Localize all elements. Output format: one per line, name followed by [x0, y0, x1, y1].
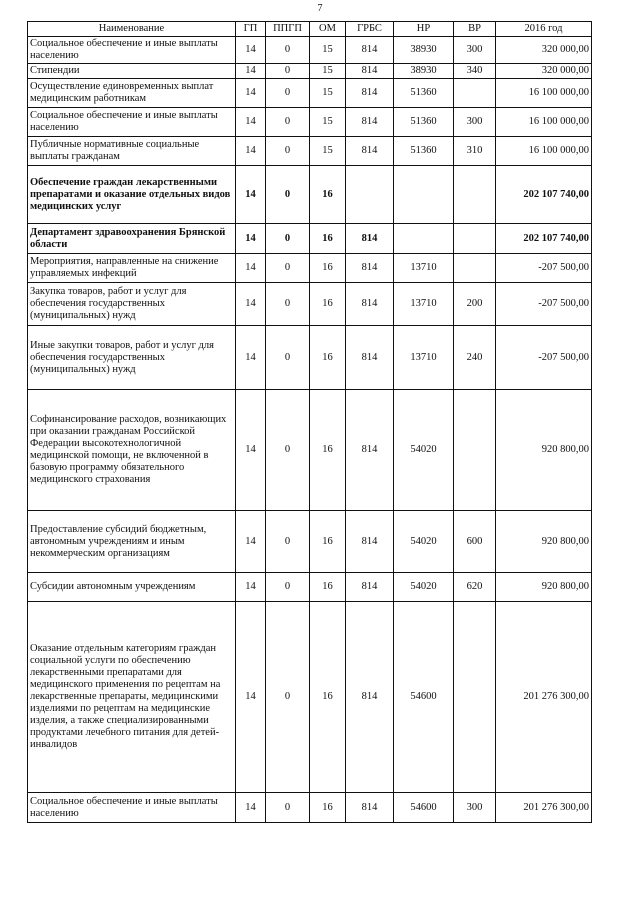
header-vr: ВР — [454, 22, 496, 37]
cell-amount: -207 500,00 — [496, 254, 592, 283]
cell-vr — [454, 166, 496, 224]
cell-amount: -207 500,00 — [496, 283, 592, 326]
cell-amount: 16 100 000,00 — [496, 137, 592, 166]
header-om: ОМ — [310, 22, 346, 37]
cell-ppgp: 0 — [266, 37, 310, 64]
cell-grbs: 814 — [346, 224, 394, 254]
header-grbs: ГРБС — [346, 22, 394, 37]
cell-om: 16 — [310, 166, 346, 224]
cell-om: 15 — [310, 79, 346, 108]
header-name: Наименование — [28, 22, 236, 37]
cell-nr: 13710 — [394, 326, 454, 390]
table-row — [28, 79, 592, 108]
cell-gp: 14 — [236, 79, 266, 108]
cell-vr — [454, 390, 496, 511]
cell-name: Предоставление субсидий бюджетным, автономным учреждениям и иным некоммерческим организациям — [28, 511, 236, 573]
header-nr: НР — [394, 22, 454, 37]
table-row — [28, 137, 592, 166]
cell-om: 16 — [310, 793, 346, 823]
cell-nr: 54020 — [394, 511, 454, 573]
cell-ppgp: 0 — [266, 166, 310, 224]
table-body — [28, 37, 592, 823]
cell-vr: 340 — [454, 64, 496, 79]
cell-gp: 14 — [236, 390, 266, 511]
cell-vr — [454, 79, 496, 108]
cell-name: Закупка товаров, работ и услуг для обеспечения государственных (муниципальных) нужд — [28, 283, 236, 326]
cell-om: 15 — [310, 37, 346, 64]
cell-amount: 201 276 300,00 — [496, 793, 592, 823]
cell-vr: 300 — [454, 108, 496, 137]
cell-nr: 38930 — [394, 37, 454, 64]
cell-name: Осуществление единовременных выплат медицинским работникам — [28, 79, 236, 108]
cell-grbs: 814 — [346, 283, 394, 326]
cell-om: 16 — [310, 390, 346, 511]
table-row — [28, 602, 592, 793]
cell-name: Публичные нормативные социальные выплаты гражданам — [28, 137, 236, 166]
cell-gp: 14 — [236, 602, 266, 793]
table-row — [28, 326, 592, 390]
table-row — [28, 108, 592, 137]
cell-gp: 14 — [236, 283, 266, 326]
cell-name: Оказание отдельным категориям граждан социальной услуги по обеспечению лекарственными препаратами для медицинского применения по рецептам на лекарственные препараты, медицинскими изделиями по рецептам на медицинские изделия, а также специализированными продуктами лечебного питания для детей-инвалидов — [28, 602, 236, 793]
cell-nr — [394, 166, 454, 224]
table-row — [28, 793, 592, 823]
cell-nr: 51360 — [394, 137, 454, 166]
budget-table — [27, 21, 592, 823]
cell-name: Департамент здравоохранения Брянской области — [28, 224, 236, 254]
cell-nr: 54600 — [394, 793, 454, 823]
header-ppgp: ППГП — [266, 22, 310, 37]
cell-amount: 920 800,00 — [496, 390, 592, 511]
cell-gp: 14 — [236, 254, 266, 283]
cell-grbs: 814 — [346, 108, 394, 137]
cell-name: Софинансирование расходов, возникающих при оказании гражданам Российской Федерации высокотехнологичной медицинской помощи, не включенной в базовую программу обязательного медицинского страхования — [28, 390, 236, 511]
cell-nr: 54020 — [394, 390, 454, 511]
cell-name: Социальное обеспечение и иные выплаты населению — [28, 793, 236, 823]
cell-nr: 54600 — [394, 602, 454, 793]
cell-grbs: 814 — [346, 137, 394, 166]
cell-grbs: 814 — [346, 793, 394, 823]
cell-vr — [454, 224, 496, 254]
cell-name: Стипендии — [28, 64, 236, 79]
cell-name: Социальное обеспечение и иные выплаты населению — [28, 37, 236, 64]
cell-ppgp: 0 — [266, 79, 310, 108]
cell-om: 16 — [310, 573, 346, 602]
cell-gp: 14 — [236, 166, 266, 224]
cell-name: Социальное обеспечение и иные выплаты населению — [28, 108, 236, 137]
cell-ppgp: 0 — [266, 573, 310, 602]
cell-ppgp: 0 — [266, 326, 310, 390]
cell-amount: 16 100 000,00 — [496, 108, 592, 137]
table-row — [28, 283, 592, 326]
cell-nr: 13710 — [394, 283, 454, 326]
cell-grbs: 814 — [346, 511, 394, 573]
cell-gp: 14 — [236, 64, 266, 79]
cell-gp: 14 — [236, 511, 266, 573]
cell-ppgp: 0 — [266, 254, 310, 283]
cell-vr: 310 — [454, 137, 496, 166]
cell-amount: 202 107 740,00 — [496, 224, 592, 254]
cell-vr: 240 — [454, 326, 496, 390]
cell-gp: 14 — [236, 326, 266, 390]
cell-amount: 202 107 740,00 — [496, 166, 592, 224]
cell-nr: 13710 — [394, 254, 454, 283]
cell-grbs: 814 — [346, 326, 394, 390]
cell-nr: 51360 — [394, 108, 454, 137]
cell-ppgp: 0 — [266, 137, 310, 166]
cell-name: Обеспечение граждан лекарственными препаратами и оказание отдельных видов медицинских услуг — [28, 166, 236, 224]
cell-grbs: 814 — [346, 390, 394, 511]
cell-name: Субсидии автономным учреждениям — [28, 573, 236, 602]
cell-ppgp: 0 — [266, 108, 310, 137]
cell-vr: 600 — [454, 511, 496, 573]
table-row — [28, 224, 592, 254]
cell-vr — [454, 254, 496, 283]
cell-ppgp: 0 — [266, 390, 310, 511]
cell-amount: 16 100 000,00 — [496, 79, 592, 108]
cell-amount: 320 000,00 — [496, 64, 592, 79]
cell-ppgp: 0 — [266, 283, 310, 326]
cell-om: 16 — [310, 224, 346, 254]
cell-gp: 14 — [236, 793, 266, 823]
cell-amount: 920 800,00 — [496, 511, 592, 573]
cell-ppgp: 0 — [266, 224, 310, 254]
cell-om: 16 — [310, 602, 346, 793]
cell-amount: 920 800,00 — [496, 573, 592, 602]
header-year: 2016 год — [496, 22, 592, 37]
cell-name: Иные закупки товаров, работ и услуг для обеспечения государственных (муниципальных) нужд — [28, 326, 236, 390]
cell-vr: 300 — [454, 37, 496, 64]
cell-grbs: 814 — [346, 79, 394, 108]
cell-grbs: 814 — [346, 254, 394, 283]
cell-amount: 320 000,00 — [496, 37, 592, 64]
table-row — [28, 37, 592, 64]
table-row — [28, 64, 592, 79]
cell-amount: 201 276 300,00 — [496, 602, 592, 793]
cell-ppgp: 0 — [266, 793, 310, 823]
cell-om: 15 — [310, 137, 346, 166]
cell-gp: 14 — [236, 573, 266, 602]
cell-grbs: 814 — [346, 64, 394, 79]
cell-grbs: 814 — [346, 573, 394, 602]
cell-gp: 14 — [236, 224, 266, 254]
cell-vr: 300 — [454, 793, 496, 823]
cell-gp: 14 — [236, 108, 266, 137]
page-number: 7 — [317, 3, 323, 14]
table-row — [28, 166, 592, 224]
cell-ppgp: 0 — [266, 64, 310, 79]
cell-om: 16 — [310, 511, 346, 573]
cell-name: Мероприятия, направленные на снижение управляемых инфекций — [28, 254, 236, 283]
cell-gp: 14 — [236, 137, 266, 166]
cell-ppgp: 0 — [266, 511, 310, 573]
cell-nr — [394, 224, 454, 254]
table-row — [28, 573, 592, 602]
cell-gp: 14 — [236, 37, 266, 64]
cell-vr — [454, 602, 496, 793]
table-row — [28, 511, 592, 573]
table-row — [28, 390, 592, 511]
cell-nr: 38930 — [394, 64, 454, 79]
cell-om: 15 — [310, 108, 346, 137]
cell-om: 16 — [310, 326, 346, 390]
cell-vr: 620 — [454, 573, 496, 602]
cell-vr: 200 — [454, 283, 496, 326]
cell-nr: 51360 — [394, 79, 454, 108]
cell-nr: 54020 — [394, 573, 454, 602]
cell-ppgp: 0 — [266, 602, 310, 793]
cell-grbs: 814 — [346, 37, 394, 64]
cell-grbs — [346, 166, 394, 224]
header-gp: ГП — [236, 22, 266, 37]
cell-om: 16 — [310, 254, 346, 283]
table-row — [28, 254, 592, 283]
table-header-row — [28, 22, 592, 37]
cell-om: 16 — [310, 283, 346, 326]
cell-grbs: 814 — [346, 602, 394, 793]
cell-om: 15 — [310, 64, 346, 79]
cell-amount: -207 500,00 — [496, 326, 592, 390]
